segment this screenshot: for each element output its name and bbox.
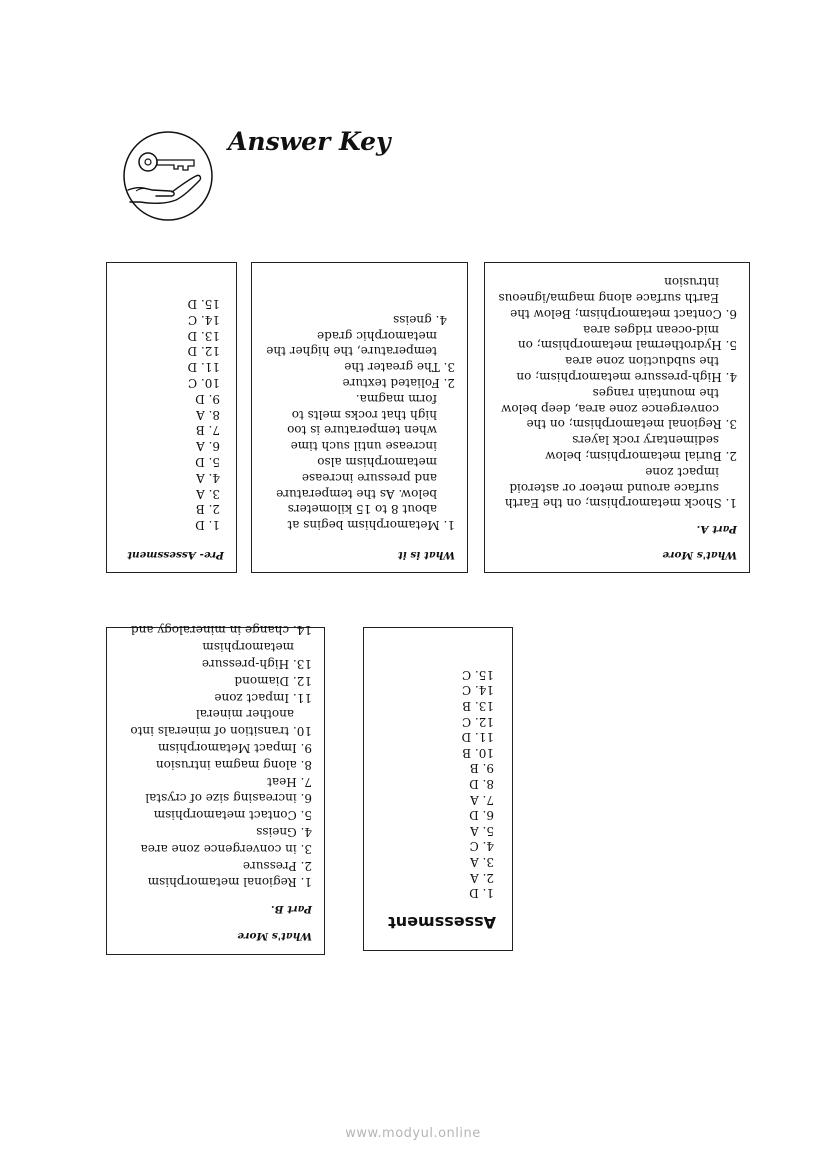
list-item: 6. Contact metamorphism; Below the Earth surface along magma/igneous intrusion [498,275,737,321]
list-item: 14. change in mineralogy and [130,623,312,638]
answer-item: 3. A [470,855,494,870]
page-title: Answer Key [228,127,391,156]
answer-item: 7. A [470,792,494,807]
assessment-box [363,627,513,951]
answer-item: 8. A [196,407,220,422]
answer-item: 15. D [187,297,220,312]
list-item: 1. Shock metamorphism; on the Earth surface around meteor or asteroid impact zone [504,464,737,511]
assessment-answers [376,666,500,900]
list-item: 6. increasing size of crystal [145,791,312,806]
hand-holding-key-icon [122,130,214,222]
list-item: 2. Foliated texture [342,376,455,391]
list-item: 5. Hydrothermal metamorphism; on mid-ocean ridges area [517,322,737,353]
answer-item: 4. A [196,470,220,485]
list-item: 3. The greater the temperature, the higher the metamorphic grade [266,328,455,375]
list-item: 12. Diamond [234,673,312,688]
answer-item: 14. C [461,683,494,698]
list-item: 13. High-pressure metamorphism [201,640,312,672]
answer-item: 2. B [195,502,220,517]
what-is-it-box [251,262,468,573]
list-item: 2. Pressure [242,858,312,873]
list-item: 11. Impact zone [214,690,312,705]
answer-item: 11. D [461,730,494,745]
answer-item: 10. B [462,745,494,760]
answer-item: 4. C [469,839,494,854]
answer-item: 15. C [461,667,494,682]
answer-item: 6. D [469,808,494,823]
pre-assessment-answers [119,295,224,532]
watermark: www.modyul.online [345,1126,481,1141]
answer-item: 12. D [187,344,220,359]
answer-item: 12. C [461,714,494,729]
list-item: 4. gneiss [393,312,447,327]
answer-item: 10. C [187,376,220,391]
list-item: 3. in convergence zone area [140,841,312,856]
list-item: 9. Impact Metamorphism [157,741,312,756]
what-is-it-list [264,311,455,532]
part-a-label: Part A. [696,523,737,536]
pre-assessment-box [106,262,237,573]
list-item: 1. Metamorphism begins at about 8 to 15 kilometers below. As the temperature and pressure increase metamorphism also increase until such time when temperature is too high that rocks melts to form magma. [276,391,455,533]
list-item: 5. Contact metamorphism [153,808,312,823]
answer-item: 9. D [195,391,220,406]
what-is-it-heading: What is it [397,549,455,561]
list-item: 3. Regional metamorphism; on the convergence zone area, deep below the mountain ranges [501,385,737,432]
answer-item: 14. C [187,312,220,327]
answer-item: 5. D [195,455,220,470]
part-b-label: Part B. [271,903,312,916]
answer-item: 9. B [469,761,494,776]
answer-item: 3. A [196,486,220,501]
list-item: 4. Gneiss [256,825,312,840]
answer-item: 1. D [195,518,220,533]
list-item: 7. Heat [267,774,312,789]
list-item: 2. Burial metamorphism; below sedimentary rock layers [545,433,737,464]
whats-more-heading: What's More [237,930,312,942]
list-item: 4. High-pressure metamorphism; on the subduction zone area [516,354,737,385]
answer-item: 7. B [195,423,220,438]
answer-item: 2. A [470,870,494,885]
whats-more-part-a-box [484,262,750,573]
answer-item: 13. B [462,699,494,714]
whats-more-part-b-box [106,623,325,955]
answer-item: 13. D [187,328,220,343]
answer-item: 5. A [470,823,494,838]
answer-item: 11. D [187,360,220,375]
assessment-heading: Assessment [388,913,496,932]
pre-assessment-heading: Pre- Assessment [127,549,224,561]
list-item: 1. Regional metamorphism [147,875,312,890]
answer-item: 1. D [469,886,494,901]
whats-more-b-list [117,622,312,891]
answer-item: 6. A [196,439,220,454]
list-item: 8. along magma intrusion [155,757,312,772]
whats-more-heading: What's More [662,549,737,561]
list-item: 10. transition of minerals into another mineral [130,707,312,739]
whats-more-a-list [495,273,737,510]
answer-item: 8. D [469,777,494,792]
